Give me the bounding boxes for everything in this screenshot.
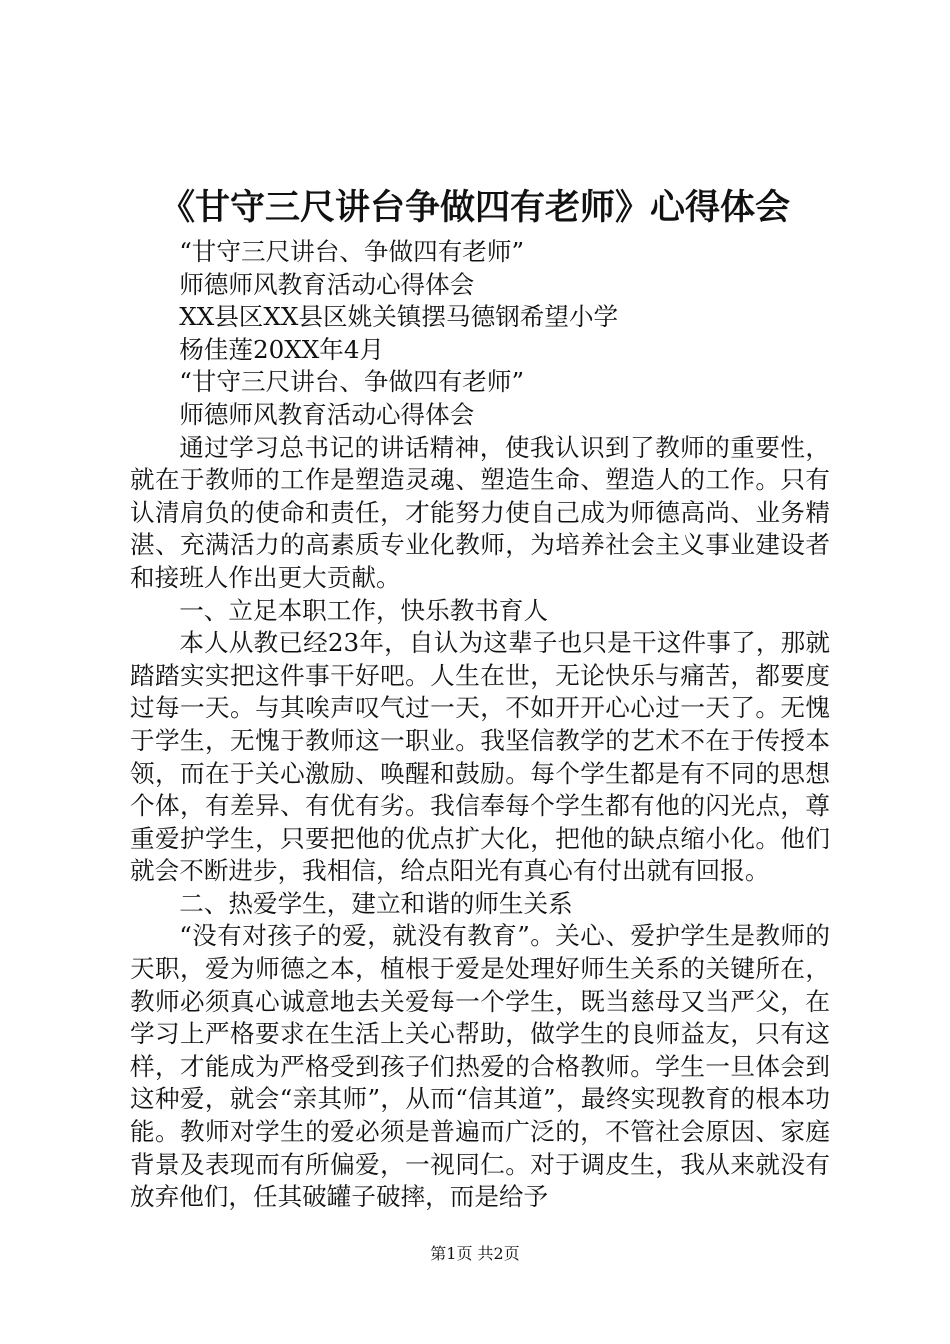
header-line: “甘守三尺讲台、争做四有老师” [179, 237, 525, 266]
document-title: 《甘守三尺讲台争做四有老师》心得体会 [159, 187, 790, 228]
section-heading: 一、立足本职工作，快乐教书育人 [179, 595, 549, 625]
header-line: 师德师风教育活动心得体会 [179, 269, 475, 299]
header-line: XX县区XX县区姚关镇摆马德钢希望小学 [179, 302, 619, 332]
document-body [130, 236, 830, 1214]
header-line: 师德师风教育活动心得体会 [179, 399, 475, 429]
body-paragraph: “没有对孩子的爱，就没有教育”。关心、爱护学生是教师的天职，爱为师德之本，植根于爱是处理好师生关系的关键所在，教师必须真心诚意地去关爱每一个学生，既当慈母又当严父，在学习上严格要求在生活上关心帮助，做学生的良师益友，只有这样，才能成为严格受到孩子们热爱的合格教师。学生一旦体会到这种爱，就会“亲其师”，从而“信其道”，最终实现教育的根本功能。教师对学生的爱必须是普遍而广泛的，不管社会原因、家庭背景及表现而有所偏爱，一视同仁。对于调皮生，我从来就没有放弃他们，任其破罐子破摔，而是给予 [130, 921, 830, 1212]
body-paragraph: 通过学习总书记的讲话精神，使我认识到了教师的重要性，就在于教师的工作是塑造灵魂、塑造生命、塑造人的工作。只有认清肩负的使命和责任，才能努力使自己成为师德高尚、业务精湛、充满活力的高素质专业化教师，为培养社会主义事业建设者和接班人作出更大贡献。 [130, 432, 830, 592]
body-paragraph: 本人从教已经23年，自认为这辈子也只是干这件事了，那就踏踏实实把这件事干好吧。人生在世，无论快乐与痛苦，都要度过每一天。与其唉声叹气过一天，不如开开心心过一天了。无愧于学生，无愧于教师这一职业。我坚信教学的艺术不在于传授本领，而在于关心激励、唤醒和鼓励。每个学生都是有不同的思想个体，有差异、有优有劣。我信奉每个学生都有他的闪光点，尊重爱护学生，只要把他的优点扩大化，把他的缺点缩小化。他们就会不断进步，我相信，给点阳光有真心有付出就有回报。 [130, 628, 830, 886]
header-line: 杨佳莲20XX年4月 [179, 334, 385, 364]
header-line: “甘守三尺讲台、争做四有老师” [179, 367, 525, 397]
page-footer: 第1页 共2页 [430, 1244, 520, 1263]
section-heading: 二、热爱学生，建立和谐的师生关系 [179, 888, 573, 918]
